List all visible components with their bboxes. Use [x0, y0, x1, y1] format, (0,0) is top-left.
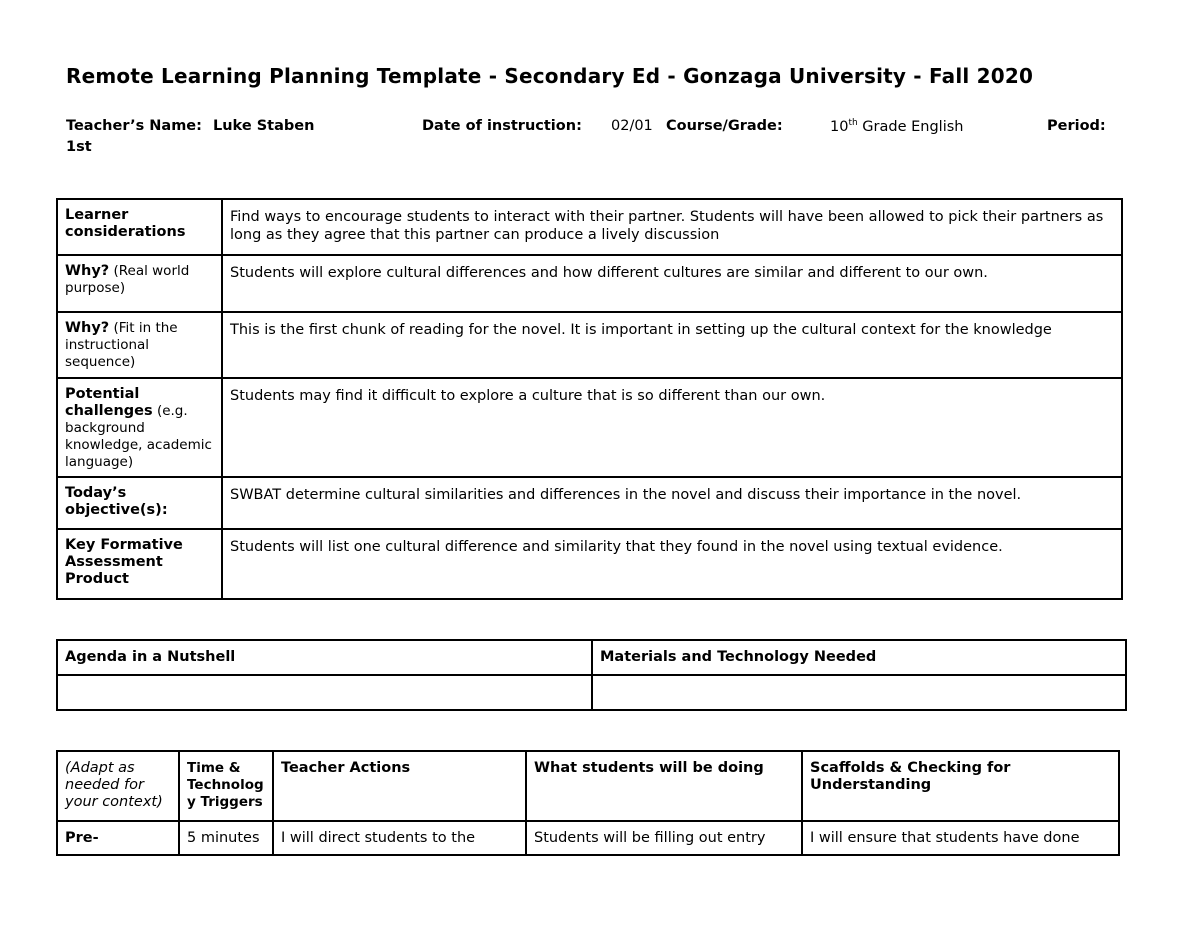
time-header-cell: [179, 751, 273, 821]
agenda-value: [58, 676, 591, 684]
table-row: [57, 312, 1122, 378]
row-sublabel: (e.g. background knowledge, academic language): [65, 403, 212, 470]
context-header-cell: [57, 751, 179, 821]
row-label-cell: [57, 255, 222, 312]
agenda-table: [56, 639, 1127, 711]
row-sublabel: (Real world purpose): [65, 263, 190, 296]
students-header-cell: [526, 751, 802, 821]
scaffolds-header: Scaffolds & Checking for Understanding: [810, 760, 1011, 793]
table-row: [57, 378, 1122, 477]
row-value: Students may find it difficult to explore a culture that is so different than our own.: [230, 388, 826, 404]
row-label: Potential challenges: [65, 386, 153, 419]
table-row: [57, 751, 1119, 821]
teacher-actions-cell: [273, 821, 526, 855]
table-row: [57, 675, 1126, 710]
materials-header: Materials and Technology Needed: [600, 649, 877, 665]
row-value-cell: [222, 312, 1122, 378]
scaffolds-header-cell: [802, 751, 1119, 821]
course-value: [830, 118, 963, 135]
context-header: (Adapt as needed for your context): [65, 760, 163, 810]
teacher-name-value: Luke Staben: [213, 118, 315, 134]
table-row: [57, 199, 1122, 255]
row-value: Students will list one cultural difference and similarity that they found in the novel using textual evidence.: [230, 539, 1003, 555]
row-label: Why?: [65, 263, 110, 279]
students-cell: [526, 821, 802, 855]
agenda-value-cell[interactable]: [57, 675, 592, 710]
row-label-cell: [57, 378, 222, 477]
scaffolds-value: I will ensure that students have done: [810, 830, 1080, 846]
period-label: Period:: [1047, 118, 1106, 134]
teacher-actions-header-cell: [273, 751, 526, 821]
table-row: [57, 529, 1122, 599]
row-value-cell: [222, 378, 1122, 477]
row-value-cell: [222, 477, 1122, 529]
row-value: Students will explore cultural differences and how different cultures are similar and different to our own.: [230, 265, 988, 281]
row-label: Learner considerations: [65, 207, 186, 240]
date-value: 02/01: [611, 118, 653, 134]
row-label-cell: [57, 477, 222, 529]
time-cell: [179, 821, 273, 855]
row-label-cell: [57, 312, 222, 378]
row-value: Find ways to encourage students to interact with their partner. Students will have been allowed to pick their partners as long as they agree that this partner can produce a lively discussion: [230, 209, 1104, 243]
activity-table: [56, 750, 1120, 856]
materials-header-cell: [592, 640, 1126, 675]
materials-value: [593, 676, 1125, 684]
row-value: SWBAT determine cultural similarities and differences in the novel and discuss their importance in the novel.: [230, 487, 1022, 503]
document-title: Remote Learning Planning Template - Secondary Ed - Gonzaga University - Fall 2020: [66, 64, 1034, 88]
time-value: 5 minutes: [187, 830, 260, 846]
course-rest: Grade English: [857, 118, 964, 135]
teacher-name-label: Teacher’s Name:: [66, 118, 202, 134]
agenda-header: Agenda in a Nutshell: [65, 649, 236, 665]
row-label: Key Formative Assessment Product: [65, 537, 183, 587]
period-value: 1st: [66, 139, 92, 155]
row-value-cell: [222, 529, 1122, 599]
scaffolds-cell: [802, 821, 1119, 855]
phase-label: Pre-: [65, 830, 99, 846]
teacher-actions-value: I will direct students to the: [281, 830, 476, 846]
agenda-header-cell: [57, 640, 592, 675]
table-row: [57, 255, 1122, 312]
table-row: [57, 821, 1119, 855]
row-value: This is the first chunk of reading for the novel. It is important in setting up the cultural context for the knowledge: [230, 322, 1052, 338]
course-number: 10: [830, 118, 849, 135]
row-value-cell: [222, 255, 1122, 312]
course-label: Course/Grade:: [666, 118, 783, 134]
students-value: Students will be filling out entry: [534, 830, 766, 846]
materials-value-cell[interactable]: [592, 675, 1126, 710]
row-sublabel: (Fit in the instructional sequence): [65, 320, 178, 370]
row-label-cell: [57, 529, 222, 599]
row-label: Why?: [65, 320, 110, 336]
students-header: What students will be doing: [534, 760, 764, 776]
time-header: Time & Technolog y Triggers: [187, 760, 264, 810]
lesson-plan-table: [56, 198, 1123, 600]
row-value-cell: [222, 199, 1122, 255]
table-row: [57, 477, 1122, 529]
table-row: [57, 640, 1126, 675]
row-label-cell: [57, 199, 222, 255]
teacher-actions-header: Teacher Actions: [281, 760, 411, 776]
row-label: Today’s objective(s):: [65, 485, 168, 518]
course-superscript: th: [848, 118, 858, 128]
date-label: Date of instruction:: [422, 118, 582, 134]
phase-cell: [57, 821, 179, 855]
